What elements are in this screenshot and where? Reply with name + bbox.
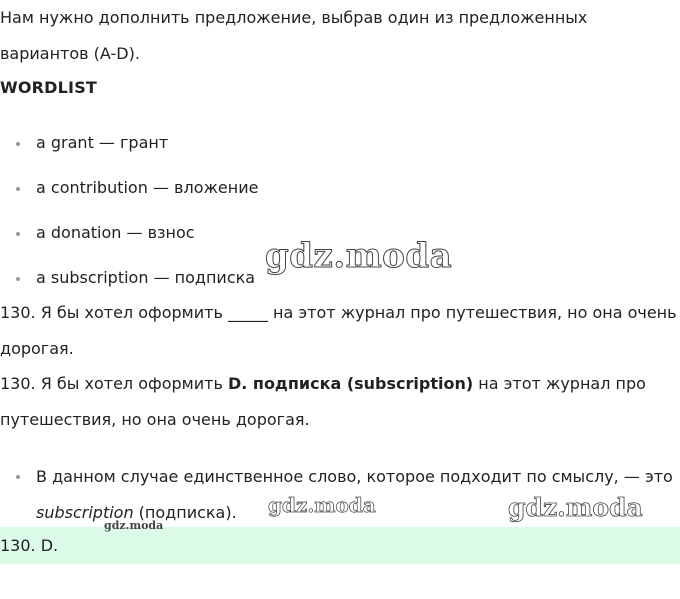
explanation-keyword: subscription — [36, 503, 134, 522]
intro-line-2: вариантов (A-D). — [0, 44, 140, 63]
watermark-logo: gdz.moda — [265, 236, 453, 276]
wordlist-item-text: a grant — грант — [36, 133, 169, 152]
filled-answer: D. подписка (subscription) — [227, 374, 474, 393]
intro-line-1: Нам нужно дополнить предложение, выбрав один из предложенных — [0, 8, 588, 27]
watermark-logo: gdz.moda — [268, 493, 376, 517]
explanation-line-1: В данном случае единственное слово, которое подходит по смыслу, — это — [36, 467, 673, 486]
explanation-list — [0, 459, 680, 531]
wordlist-heading: WORDLIST — [0, 78, 98, 97]
answer-box — [0, 527, 680, 564]
bullet-dot-icon — [16, 232, 20, 236]
task-line-1: 130. Я бы хотел оформить _____ на этот журнал про путешествия, но она очень — [0, 303, 677, 322]
answer-text: 130. D. — [0, 536, 59, 555]
filled-line-2: путешествия, но она очень дорогая. — [0, 410, 310, 429]
bullet-dot-icon — [16, 277, 20, 281]
explanation-line-2-rest: (подписка). — [133, 503, 237, 522]
wordlist-item — [0, 176, 258, 221]
wordlist-item-text: a subscription — подписка — [36, 268, 256, 287]
wordlist — [0, 131, 258, 311]
wordlist-item-text: a donation — взнос — [36, 223, 195, 242]
task-line-2: дорогая. — [0, 339, 74, 358]
wordlist-item-text: a contribution — вложение — [36, 178, 259, 197]
wordlist-item — [0, 131, 258, 176]
filled-suffix: на этот журнал про — [473, 374, 646, 393]
explanation-item — [0, 459, 680, 531]
filled-line-1 — [0, 366, 680, 402]
watermark-logo: gdz.moda — [508, 493, 643, 522]
watermark-logo: gdz.moda — [104, 519, 164, 532]
wordlist-item — [0, 221, 258, 266]
bullet-dot-icon — [16, 142, 20, 146]
filled-prefix: 130. Я бы хотел оформить — [0, 374, 228, 393]
bullet-dot-icon — [16, 187, 20, 191]
bullet-dot-icon — [16, 475, 20, 479]
